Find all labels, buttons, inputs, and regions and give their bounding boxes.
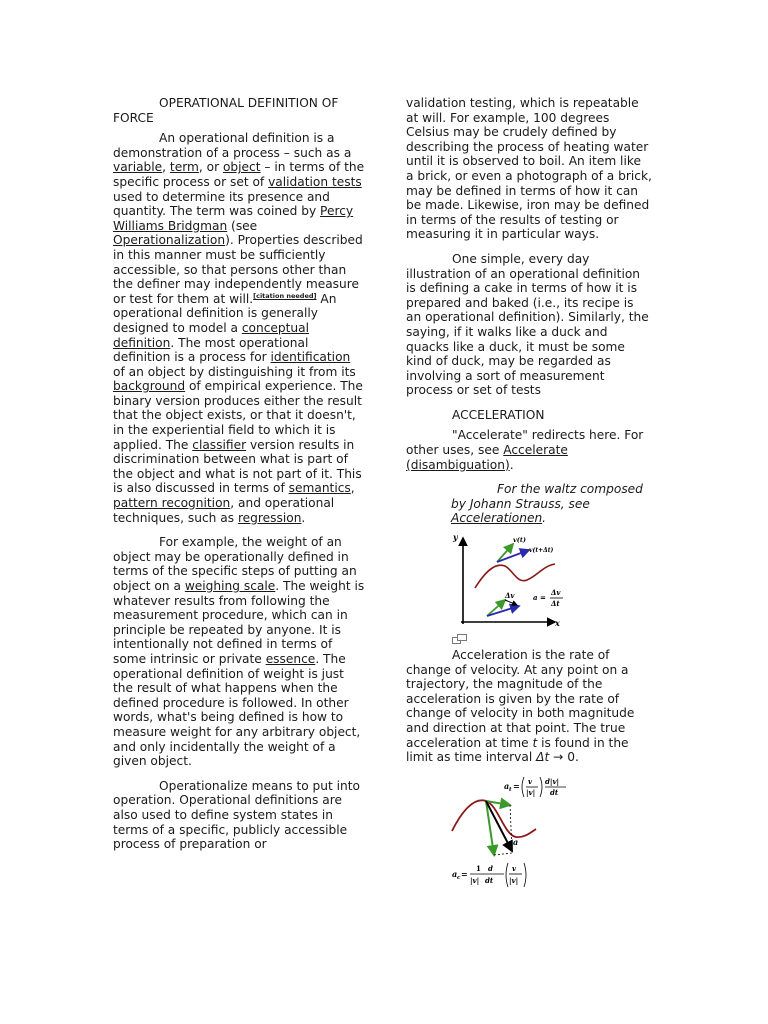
formula-a-equals: a = <box>533 593 546 603</box>
right-column <box>406 96 652 893</box>
link-background[interactable]: background <box>113 379 186 394</box>
label-v-t: v(t) <box>513 536 526 545</box>
svg-text:=: = <box>513 780 520 791</box>
link-weighing-scale[interactable]: weighing scale <box>184 579 276 593</box>
svg-text:a: a <box>504 780 510 791</box>
paragraph-operationalize: Operationalize means to put into operation. Operational definitions are also used to define system states in terms of a specific, publicly accessible process of preparation or <box>113 778 361 852</box>
dashed-guide-1 <box>510 805 512 851</box>
svg-text:d|v|: d|v| <box>545 776 560 786</box>
paragraph-cake-example: One simple, every day illustration of an operational definition is defining a cake in terms of how it is prepared and baked (i.e., its recipe is an operational definition). Similarly, the saying, if it walks like a duck and quacks like a duck, it must be some kind of duck, may be regarded as involving a sort of measurement process or set of tests <box>406 251 649 398</box>
trajectory-curve-2 <box>452 800 536 837</box>
svg-text:|v|: |v| <box>470 875 480 885</box>
link-pattern-recognition[interactable]: pattern recognition <box>113 496 231 511</box>
dashed-guide-2 <box>494 853 512 855</box>
paragraph-acceleration-definition: Acceleration is the rate of change of velocity. At any point on a trajectory, the magnitude of the acceleration is given by the rate of change of velocity in both magnitude and direction at that point. The true acceleration at time t is found in the limit as time interval Δt → 0. <box>406 648 635 765</box>
svg-text:|v|: |v| <box>509 875 519 885</box>
link-term[interactable]: term <box>169 160 199 175</box>
link-validation-tests[interactable]: validation tests <box>268 174 362 189</box>
svg-text:dt: dt <box>485 875 494 885</box>
svg-text:dt: dt <box>550 787 559 797</box>
link-conceptual-definition[interactable]: conceptual definition <box>113 320 310 350</box>
section-title-force: OPERATIONAL DEFINITION OF FORCE <box>113 96 339 125</box>
formula-denominator: Δt <box>551 599 560 609</box>
x-axis-label: x <box>555 618 560 629</box>
hatnote-waltz: For the waltz composed by Johann Strauss, see Accelerationen. <box>451 482 643 526</box>
link-object[interactable]: object <box>222 160 261 175</box>
enlarge-icon[interactable] <box>452 634 467 644</box>
link-accelerationen[interactable]: Accelerationen <box>451 511 543 526</box>
centripetal-formula <box>452 863 526 887</box>
svg-text:a: a <box>452 868 458 879</box>
y-axis-label: y <box>453 532 458 543</box>
paragraph-validation-testing: validation testing, which is repeatable at will. For example, 100 degrees Celsius may be crudely defined by describing the process of heating water until it is observed to boil. An item like a brick, or even a photograph of a brick, may be defined in terms of how it can be made. Likewise, iron may be defined in terms of the results of testing or measuring it in particular ways. <box>406 96 652 242</box>
label-delta-v: Δv <box>505 591 515 601</box>
tangential-centripetal-diagram <box>450 775 586 893</box>
svg-text:t: t <box>509 786 512 793</box>
formula-numerator: Δv <box>551 588 561 598</box>
link-essence[interactable]: essence <box>265 651 316 666</box>
trajectory-curve <box>475 564 555 588</box>
svg-text:v: v <box>528 776 533 786</box>
label-v-t-dt: v(t+Δt) <box>529 547 554 555</box>
acceleration-vector-diagram <box>451 532 571 632</box>
svg-text:v: v <box>512 863 517 873</box>
link-operationalization[interactable]: Operationalization <box>113 233 226 248</box>
delta-v-black <box>505 600 517 605</box>
paragraph-weight-example: For example, the weight of an object may be operationally defined in terms of the specific steps of putting an object on a weighing scale. The weight is whatever results from following the measurement procedure, which can in principle be repeated by anyone. It is intentionally not defined in terms of some intrinsic or private essence. The operational definition of weight is just the result of what happens when the defined procedure is followed. In other words, what's being defined is how to measure weight for any arbitrary object, and only incidentally the weight of a given object. <box>113 535 365 769</box>
link-identification[interactable]: identification <box>270 350 351 365</box>
svg-text:=: = <box>461 868 468 879</box>
link-semantics[interactable]: semantics <box>288 481 351 496</box>
hatnote-accelerate-redirect: "Accelerate" redirects here. For other uses, see Accelerate (disambiguation). <box>406 428 644 472</box>
svg-text:d: d <box>488 863 493 873</box>
tangential-formula <box>504 777 566 797</box>
svg-text:1: 1 <box>476 863 481 873</box>
link-accelerate-disambiguation[interactable]: Accelerate (disambiguation) <box>406 443 568 472</box>
link-variable[interactable]: variable <box>113 160 163 175</box>
citation-needed-link[interactable]: [citation needed] <box>253 291 317 300</box>
link-percy-williams-bridgman[interactable]: Percy Williams Bridgman <box>113 204 354 233</box>
link-classifier[interactable]: classifier <box>192 437 247 452</box>
left-column <box>113 96 365 862</box>
link-regression[interactable]: regression <box>237 510 302 525</box>
paragraph-operational-definition: An operational definition is a demonstration of a process – such as a variable, term, or object – in terms of the specific process or set of validation tests used to determine its presence and quantity. The term was coined by Percy Williams Bridgman (see Operationalization). Properties described in this manner must be sufficiently accessible, so that persons other than the definer may independently measure or test for them at will.[citation needed] An operational definition is generally designed to model a conceptual definition. The most operational definition is a process for identification of an object by distinguishing it from its background of empirical experience. The binary version produces either the result that the object exists, or that it doesn't, in the experiential field to which it is applied. The classifier version results in discrimination between what is part of the object and what is not part of it. This is also discussed in terms of semantics, pattern recognition, and operational techniques, such as regression. <box>113 131 365 525</box>
section-title-acceleration: ACCELERATION <box>452 407 545 422</box>
svg-text:c: c <box>457 874 461 881</box>
label-a: a <box>513 836 519 847</box>
svg-text:|v|: |v| <box>526 787 536 797</box>
